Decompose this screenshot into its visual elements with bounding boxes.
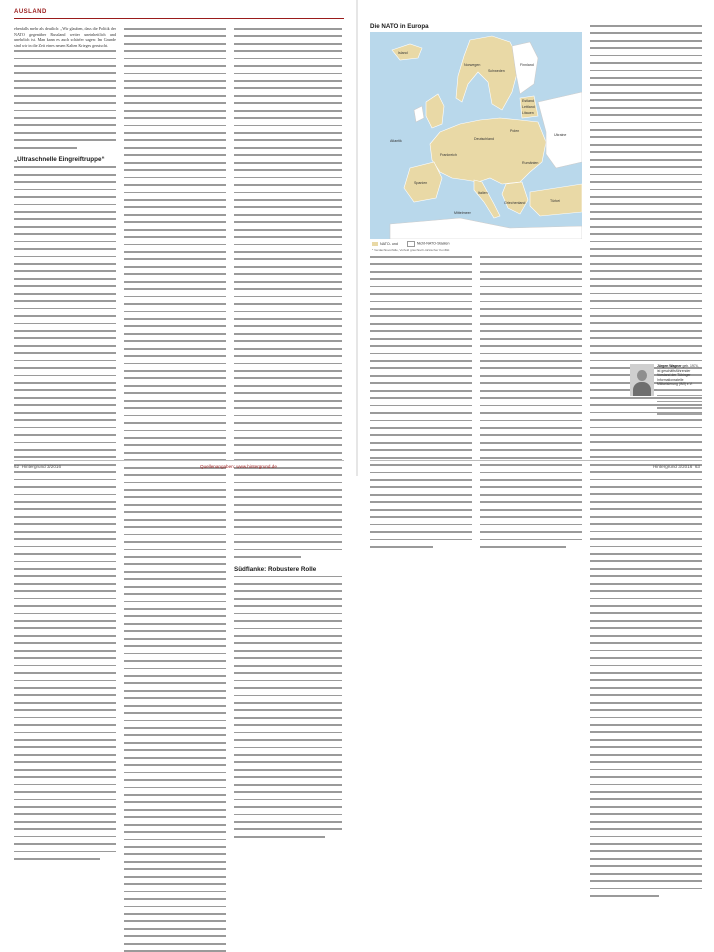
map-region-italy bbox=[474, 180, 500, 218]
body-text-block bbox=[590, 25, 702, 901]
right-column-1 bbox=[370, 254, 472, 552]
author-portrait bbox=[630, 364, 654, 396]
right-column-3 bbox=[590, 23, 702, 901]
map-region-north-africa bbox=[390, 218, 582, 239]
map-label-norwegen: Norwegen bbox=[464, 63, 481, 67]
author-bio-continued bbox=[657, 389, 702, 418]
author-bio bbox=[657, 364, 702, 418]
body-text-block bbox=[234, 576, 342, 842]
map-title: Die NATO in Europa bbox=[370, 23, 429, 30]
issue-label: Hintergrund 3/2016 bbox=[652, 464, 693, 469]
column-intro-text: ebenfalls mehr als deutlich: „Wir glauben, dass die Politik der NATO gegenüber Russland weiter uneinheitlich und unehrlich ist. Man kann es auch schärfer sagen: Im Grunde sind wir in die Zeit eines neuen Kalten Krieges gerutscht. bbox=[14, 26, 116, 48]
subheading-eingreiftruppe: „Ultraschnelle Eingreiftruppe“ bbox=[14, 156, 105, 164]
map-region-uk bbox=[426, 94, 444, 128]
map-legend bbox=[372, 241, 582, 252]
author-box bbox=[630, 364, 702, 436]
map-label-spanien: Spanien bbox=[414, 181, 428, 185]
map-label-polen: Polen bbox=[510, 129, 520, 133]
left-page bbox=[0, 0, 356, 573]
map-region-ireland bbox=[414, 106, 424, 122]
map-label-tuerkei: Türkei bbox=[550, 199, 560, 203]
section-tag: AUSLAND bbox=[14, 9, 47, 15]
header-rule bbox=[14, 18, 344, 19]
map-label-atlantik: Atlantik bbox=[390, 139, 402, 143]
map-region-norway-sweden bbox=[456, 36, 520, 110]
portrait-head bbox=[637, 370, 647, 381]
portrait-body bbox=[633, 382, 651, 396]
map-label-litauen: Litauen bbox=[522, 111, 534, 115]
left-column-3 bbox=[234, 26, 342, 841]
legend-label-non-nato: Nicht-NATO-Staaten bbox=[416, 241, 450, 246]
body-text-block bbox=[234, 28, 342, 562]
right-column-2 bbox=[480, 254, 582, 552]
footer-rule bbox=[14, 460, 344, 461]
map-label-lettland: Lettland bbox=[522, 105, 535, 109]
legend-note: * Verdachtsvorfälle, Vorfeld griechisch-türkischer Konflikt bbox=[372, 247, 450, 252]
author-name: Jürgen Wagner bbox=[657, 364, 682, 368]
subheading-suedflanke: Südflanke: Robustere Rolle bbox=[234, 565, 317, 573]
map-label-schweden: Schweden bbox=[488, 69, 505, 73]
map-label-deutschland: Deutschland bbox=[474, 137, 494, 141]
map-label-mittelmeer: Mittelmeer bbox=[454, 211, 471, 215]
issue-label: Hintergrund 3/2016 bbox=[21, 464, 62, 469]
europe-map-graphic bbox=[370, 32, 582, 239]
map-region-balkans bbox=[502, 182, 528, 214]
page-footer-left bbox=[14, 464, 61, 469]
map-region-continental-nato bbox=[430, 118, 546, 184]
legend-item-non-nato bbox=[407, 241, 450, 247]
map-label-finnland: Finnland bbox=[520, 63, 534, 67]
body-text-block bbox=[14, 50, 116, 152]
europe-map bbox=[370, 32, 582, 239]
right-page bbox=[358, 0, 714, 476]
map-label-estland: Estland bbox=[522, 99, 534, 103]
map-label-italien: Italien bbox=[478, 191, 488, 195]
legend-item-nato bbox=[372, 242, 398, 246]
legend-swatch-non-nato bbox=[407, 241, 415, 247]
legend-label-nato: NATO- und bbox=[380, 241, 398, 246]
map-label-rumaenien: Rumänien bbox=[522, 161, 539, 165]
legend-swatch-nato bbox=[372, 242, 378, 246]
sources-note[interactable]: Quellenangaben: www.hintergrund.de bbox=[200, 464, 277, 469]
page-number: 62 bbox=[14, 464, 20, 469]
left-column-2 bbox=[124, 26, 226, 952]
map-label-frankreich: Frankreich bbox=[440, 153, 457, 157]
footer-rule bbox=[370, 460, 702, 461]
map-label-griechenland: Griechenland bbox=[504, 201, 526, 205]
map-region-non-nato-east bbox=[538, 92, 582, 168]
left-column-1 bbox=[14, 26, 116, 864]
author-bio-text: geb. 1974, ist geschäftsführender Vorstand der Tübinger Informationsstelle Militarisierung (IMI) e.V. bbox=[657, 364, 699, 387]
body-text-block bbox=[14, 166, 116, 863]
map-label-ukraine: Ukraine bbox=[554, 133, 567, 137]
page-footer-right bbox=[653, 464, 700, 469]
page-number: 63 bbox=[694, 464, 700, 469]
map-label-island: Island bbox=[398, 51, 408, 55]
map-region-finland bbox=[512, 42, 538, 94]
